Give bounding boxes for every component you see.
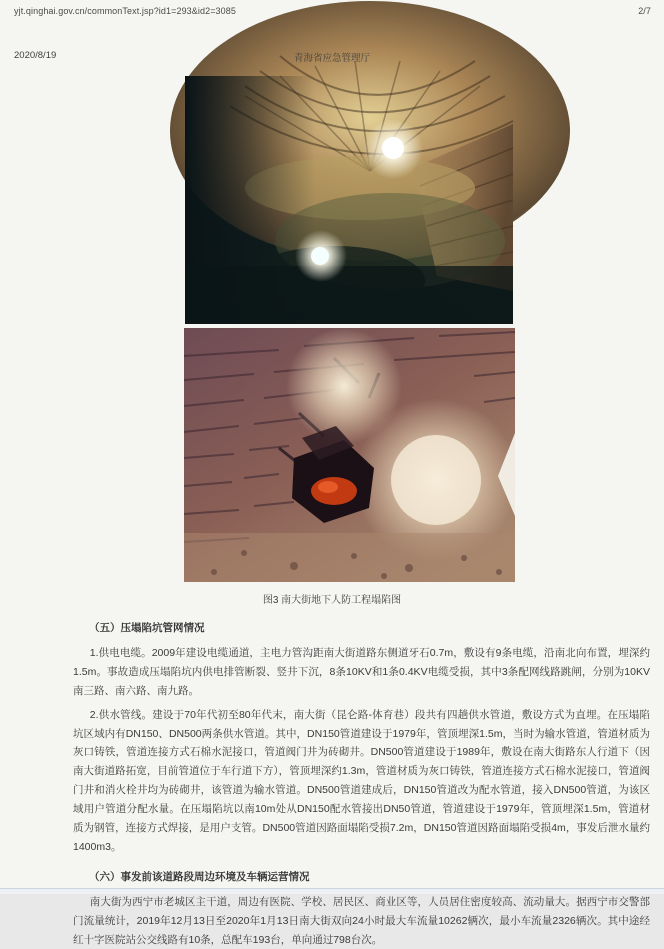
figure-block xyxy=(0,76,664,606)
paragraph-traffic-environment: 南大街为西宁市老城区主干道，周边有医院、学校、居民区、商业区等，人员居住密度较高、流动量大。据西宁市交警部门流量统计，2019年12月13日至2020年1月13日南大街双向24小时最大车流量10262辆次，最小车流量2326辆次。其中途经红十字医院站公交线路有10条，总配车193台，单向通过798台次。 xyxy=(73,895,650,946)
section-heading-6: （六）事发前该道路段周边环境及车辆运营情况 xyxy=(89,870,310,883)
paragraph-water-pipeline: 2.供水管线。建设于70年代初至80年代末，南大街（昆仑路-体育巷）段共有四趟供水管道，敷设方式为直埋。在压塌陷坑区域内有DN150、DN500两条供水管道。其中，DN150管道建设于1979年，管顶埋深1.5m，当时为输水管道，管道材质为灰口铸铁，管道连接方式石棉水泥接口，管道阀门井为砖砌井。DN500管道建设于1989年，敷设在南大街路东人行道下（因南大街道路拓宽，目前管道位于车行道下方），管顶埋深约1.3m，管道材质为灰口铸铁，管道连接方式石棉水泥接口，管道阀门井和消火栓井均为砖砌井，该管道为输水管道。DN500管道建成后，DN150管道改为配水管道，接入DN500管道，为该区域用户管道分配水量。在压塌陷坑以南10m处从DN150配水管接出DN50管道，管道建设于1979年，管顶埋深1.5m，管道材质为钢管，连接方式焊接，是用户支管。DN500管道因路面塌陷受损7.2m，DN150管道因路面塌陷受损4m，事发后泄水量约1400m3。 xyxy=(73,708,650,853)
paragraph-power-cable: 1.供电电缆。2009年建设电缆通道，主电力管沟距南大街道路东侧道牙石0.7m，敷设有9条电缆，沿南北向布置，埋深约1.5m。事故造成压塌陷坑内供电排管断裂、竖井下沉，8条10KV和1条0.4KV电缆受损，其中3条配网线路跳闸，分别为10KV南三路、南六路、南九路。 xyxy=(73,647,650,697)
document-url: yjt.qinghai.gov.cn/commonText.jsp?id1=293&id2=3085 xyxy=(14,6,236,16)
section-heading-5: （五）压塌陷坑管网情况 xyxy=(89,622,205,634)
collapse-photo xyxy=(184,328,515,582)
title-row xyxy=(0,50,664,63)
document-body xyxy=(0,620,664,949)
print-date: 2020/8/19 xyxy=(14,50,57,61)
tunnel-photo xyxy=(185,76,513,324)
page-indicator: 2/7 xyxy=(638,6,651,16)
figure-caption: 图3 南大街地下人防工程塌陷图 xyxy=(262,595,402,606)
site-title: 青海省应急管理厅 xyxy=(293,53,370,64)
collapse-photo-art xyxy=(184,328,515,582)
tunnel-photo-art xyxy=(185,76,513,324)
page-bottom-edge xyxy=(0,888,664,894)
